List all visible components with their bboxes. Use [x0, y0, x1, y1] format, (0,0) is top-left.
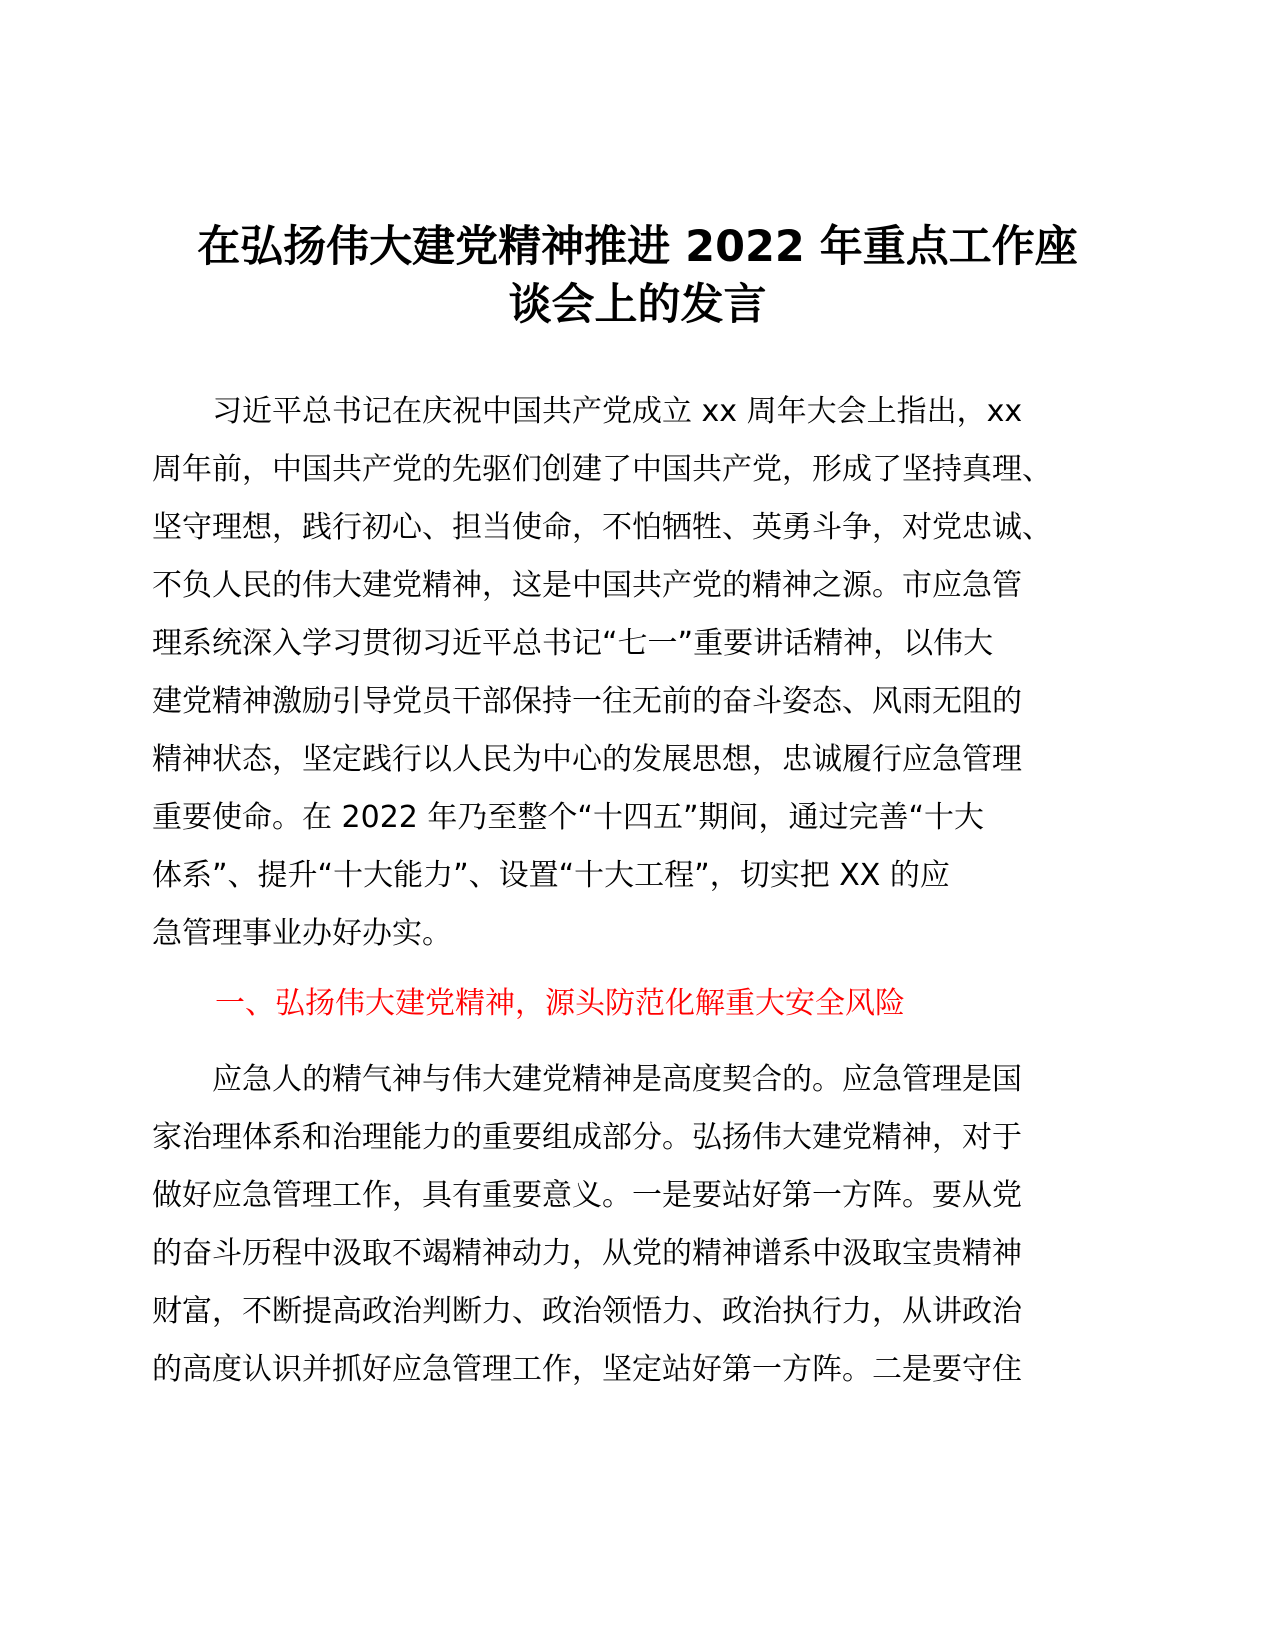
- text-line: 周年前，中国共产党的先驱们创建了中国共产党，形成了坚持真理、: [152, 452, 1052, 487]
- document-title: [140, 218, 1135, 334]
- text-line: 做好应急管理工作，具有重要意义。一是要站好第一方阵。要从党: [152, 1178, 1022, 1213]
- text-line: 习近平总书记在庆祝中国共产党成立 xx 周年大会上指出，xx: [152, 394, 1023, 429]
- section-heading: 一、弘扬伟大建党精神，源头防范化解重大安全风险: [215, 986, 905, 1021]
- text-line: 不负人民的伟大建党精神，这是中国共产党的精神之源。市应急管: [152, 568, 1022, 603]
- text-line: 应急人的精气神与伟大建党精神是高度契合的。应急管理是国: [152, 1062, 1022, 1097]
- title-line: 谈会上的发言: [508, 280, 767, 330]
- text-line: 的高度认识并抓好应急管理工作，坚定站好第一方阵。二是要守住: [152, 1352, 1022, 1387]
- text-line: 家治理体系和治理能力的重要组成部分。弘扬伟大建党精神，对于: [152, 1120, 1022, 1155]
- text-line: 的奋斗历程中汲取不竭精神动力，从党的精神谱系中汲取宝贵精神: [152, 1236, 1022, 1271]
- paragraph-intro: [152, 383, 1132, 963]
- paragraph-section1: [152, 1051, 1132, 1399]
- text-line: 建党精神激励引导党员干部保持一往无前的奋斗姿态、风雨无阻的: [152, 684, 1022, 719]
- text-line: 坚守理想，践行初心、担当使命，不怕牺牲、英勇斗争，对党忠诚、: [152, 510, 1052, 545]
- text-line: 理系统深入学习贯彻习近平总书记“七一”重要讲话精神，以伟大: [152, 626, 994, 661]
- title-line: 在弘扬伟大建党精神推进 2022 年重点工作座: [197, 222, 1078, 272]
- text-line: 急管理事业办好办实。: [152, 916, 452, 951]
- text-line: 精神状态，坚定践行以人民为中心的发展思想，忠诚履行应急管理: [152, 742, 1022, 777]
- text-line: 财富，不断提高政治判断力、政治领悟力、政治执行力，从讲政治: [152, 1294, 1022, 1329]
- text-line: 体系”、提升“十大能力”、设置“十大工程”，切实把 XX 的应: [152, 858, 950, 893]
- text-line: 重要使命。在 2022 年乃至整个“十四五”期间，通过完善“十大: [152, 800, 985, 835]
